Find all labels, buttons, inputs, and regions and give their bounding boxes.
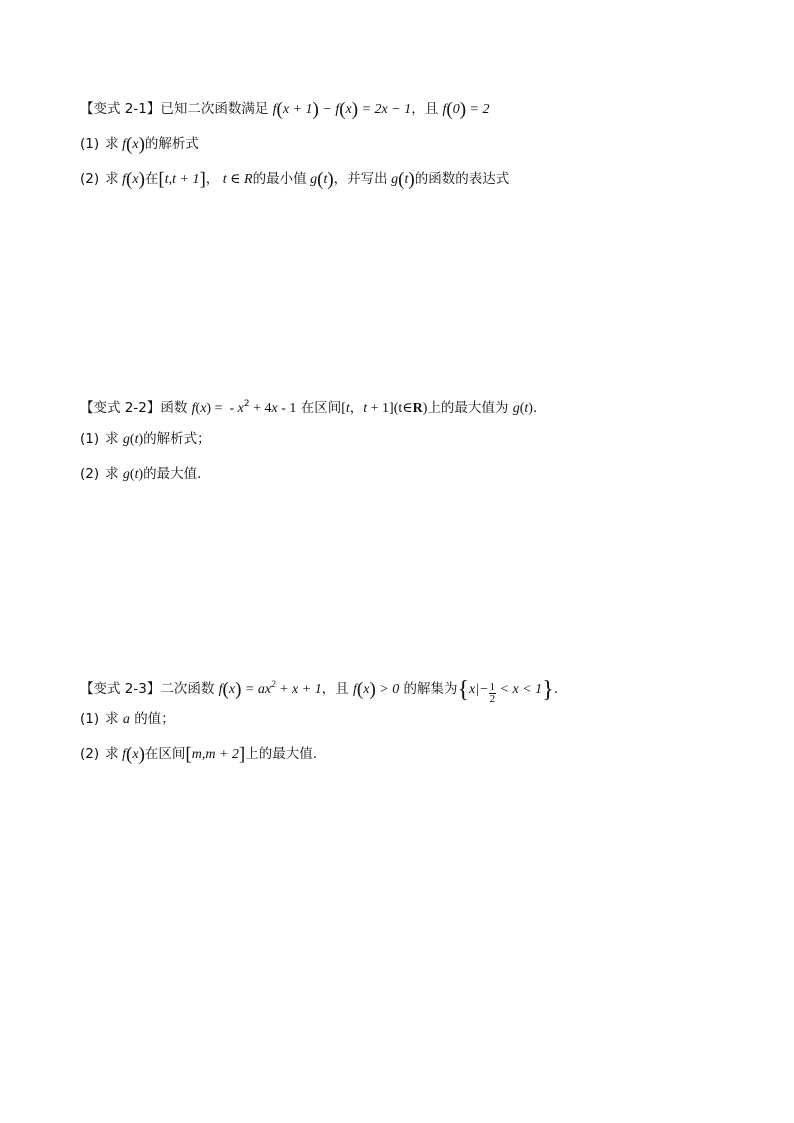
stem-prefix: 已知二次函数满足 — [160, 101, 269, 117]
problem-2-2 — [80, 393, 734, 498]
problem-label: 【变式 2-1】 — [80, 101, 161, 117]
problem-2-1 — [80, 98, 734, 203]
part-1: (1) 求 g(t)的解析式； — [80, 431, 211, 447]
part-2: (2) 求 f(x)在区间[m,m + 2]上的最大值. — [80, 744, 318, 765]
part-number: (1) — [80, 136, 100, 152]
problem-2-3 — [80, 673, 734, 778]
part-1: (1) 求 a 的值； — [80, 711, 175, 727]
problem-2-1-stem — [80, 98, 734, 120]
problem-2-3-stem: 【变式 2-3】二次函数 $f(x) = ax^2 + x + 1$，且 f(x) > 0 的解集为{x|− $\frac{1}{2}$ < x < 1}. — [80, 677, 559, 705]
problem-label: 【变式 2-3】 — [80, 681, 161, 697]
stem-condition: f(x + 1) − f(x) = 2x − 1 — [272, 99, 412, 120]
part-2: (2) 求 f(x)在[t,t + 1]， t ∈ R的最小值 g(t)，并写出 g(t)的函数的表达式 — [80, 169, 510, 190]
part-1: (1) 求 f(x)的解析式 — [80, 134, 199, 155]
part-number: (2) — [80, 466, 100, 482]
part-number: (1) — [80, 431, 100, 447]
part-2: (2) 求 g(t)的最大值． — [80, 466, 211, 482]
stem-initial: f(0) = 2 — [442, 99, 490, 120]
part-number: (1) — [80, 711, 100, 727]
part-number: (2) — [80, 746, 100, 762]
problem-2-2-stem: 【变式 2-2】函数 f(x) = - $x^2 + 4x - 1$ 在区间[t，t + 1](t∈R)上的最大值为 g(t)． — [80, 399, 547, 416]
problem-label: 【变式 2-2】 — [80, 400, 161, 416]
stem-mid: ，且 — [411, 101, 439, 117]
part-number: (2) — [80, 171, 100, 187]
